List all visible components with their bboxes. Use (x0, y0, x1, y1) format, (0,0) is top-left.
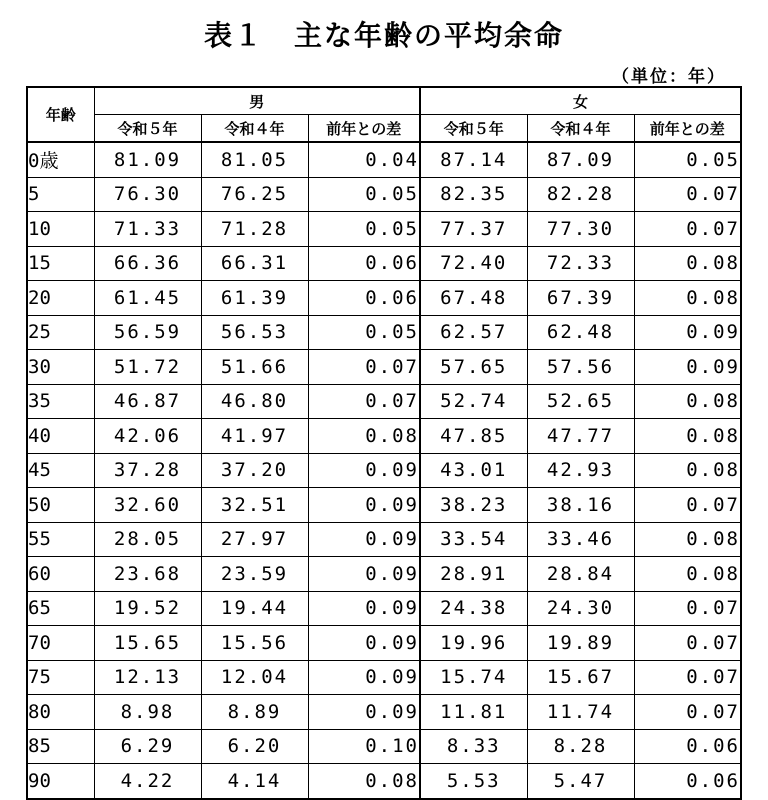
column-header: 前年との差 (634, 115, 741, 143)
value-cell: 19.44 (201, 591, 308, 626)
age-cell: 20 (27, 281, 94, 316)
value-cell: 52.65 (527, 384, 634, 419)
value-cell: 0.08 (634, 281, 741, 316)
table-row (27, 557, 741, 592)
value-cell: 0.09 (308, 591, 420, 626)
value-cell: 6.20 (201, 729, 308, 764)
value-cell: 72.40 (420, 246, 527, 281)
age-cell: 45 (27, 453, 94, 488)
value-cell: 56.53 (201, 315, 308, 350)
value-cell: 0.05 (308, 177, 420, 212)
value-cell: 82.35 (420, 177, 527, 212)
value-cell: 15.56 (201, 626, 308, 661)
value-cell: 0.09 (308, 626, 420, 661)
value-cell: 0.06 (634, 764, 741, 799)
value-cell: 47.85 (420, 419, 527, 454)
value-cell: 77.30 (527, 212, 634, 247)
value-cell: 61.39 (201, 281, 308, 316)
table-row (27, 453, 741, 488)
value-cell: 66.31 (201, 246, 308, 281)
value-cell: 32.60 (94, 488, 201, 523)
value-cell: 71.28 (201, 212, 308, 247)
value-cell: 0.07 (308, 384, 420, 419)
value-cell: 24.30 (527, 591, 634, 626)
value-cell: 0.07 (634, 177, 741, 212)
value-cell: 0.08 (634, 522, 741, 557)
value-cell: 0.06 (308, 281, 420, 316)
table-row (27, 142, 741, 177)
age-cell: 15 (27, 246, 94, 281)
life-expectancy-table (26, 86, 742, 800)
value-cell: 43.01 (420, 453, 527, 488)
table-row (27, 522, 741, 557)
value-cell: 33.46 (527, 522, 634, 557)
value-cell: 11.74 (527, 695, 634, 730)
value-cell: 23.59 (201, 557, 308, 592)
value-cell: 82.28 (527, 177, 634, 212)
value-cell: 0.07 (308, 350, 420, 385)
value-cell: 0.07 (634, 591, 741, 626)
age-cell: 75 (27, 660, 94, 695)
value-cell: 0.09 (308, 695, 420, 730)
value-cell: 57.56 (527, 350, 634, 385)
value-cell: 0.09 (634, 350, 741, 385)
value-cell: 24.38 (420, 591, 527, 626)
value-cell: 0.08 (634, 419, 741, 454)
value-cell: 27.97 (201, 522, 308, 557)
value-cell: 0.09 (308, 488, 420, 523)
value-cell: 0.09 (634, 315, 741, 350)
value-cell: 33.54 (420, 522, 527, 557)
value-cell: 87.09 (527, 142, 634, 177)
value-cell: 0.06 (634, 729, 741, 764)
column-header: 令和５年 (420, 115, 527, 143)
age-cell: 35 (27, 384, 94, 419)
value-cell: 0.09 (308, 660, 420, 695)
table-row (27, 384, 741, 419)
value-cell: 0.05 (308, 212, 420, 247)
page-title: 表１ 主な年齢の平均余命 (203, 19, 564, 52)
value-cell: 51.72 (94, 350, 201, 385)
value-cell: 5.53 (420, 764, 527, 799)
value-cell: 0.07 (634, 695, 741, 730)
value-cell: 38.23 (420, 488, 527, 523)
value-cell: 0.06 (308, 246, 420, 281)
value-cell: 62.48 (527, 315, 634, 350)
value-cell: 5.47 (527, 764, 634, 799)
value-cell: 0.08 (634, 246, 741, 281)
age-cell: 85 (27, 729, 94, 764)
male-group-header: 男 (94, 87, 420, 115)
table-row (27, 281, 741, 316)
value-cell: 6.29 (94, 729, 201, 764)
age-cell: 80 (27, 695, 94, 730)
value-cell: 46.80 (201, 384, 308, 419)
table-row (27, 246, 741, 281)
value-cell: 66.36 (94, 246, 201, 281)
table-row (27, 660, 741, 695)
value-cell: 38.16 (527, 488, 634, 523)
age-cell: 60 (27, 557, 94, 592)
value-cell: 0.05 (308, 315, 420, 350)
female-group-header: 女 (420, 87, 741, 115)
value-cell: 0.07 (634, 626, 741, 661)
value-cell: 87.14 (420, 142, 527, 177)
age-cell: 90 (27, 764, 94, 799)
age-cell: 25 (27, 315, 94, 350)
value-cell: 0.08 (308, 419, 420, 454)
value-cell: 19.89 (527, 626, 634, 661)
value-cell: 42.06 (94, 419, 201, 454)
value-cell: 0.08 (308, 764, 420, 799)
value-cell: 0.07 (634, 212, 741, 247)
value-cell: 15.65 (94, 626, 201, 661)
value-cell: 72.33 (527, 246, 634, 281)
value-cell: 46.87 (94, 384, 201, 419)
value-cell: 0.07 (634, 660, 741, 695)
value-cell: 0.09 (308, 453, 420, 488)
value-cell: 8.33 (420, 729, 527, 764)
unit-label: （単位：年） (612, 67, 726, 87)
column-header: 令和５年 (94, 115, 201, 143)
value-cell: 4.14 (201, 764, 308, 799)
value-cell: 0.09 (308, 522, 420, 557)
table-row (27, 350, 741, 385)
value-cell: 77.37 (420, 212, 527, 247)
value-cell: 76.30 (94, 177, 201, 212)
table-row (27, 177, 741, 212)
value-cell: 37.28 (94, 453, 201, 488)
value-cell: 67.48 (420, 281, 527, 316)
table-row (27, 488, 741, 523)
value-cell: 12.13 (94, 660, 201, 695)
age-cell: 0歳 (27, 142, 94, 177)
column-header: 前年との差 (308, 115, 420, 143)
table-body (27, 142, 741, 799)
table-row (27, 729, 741, 764)
age-cell: 55 (27, 522, 94, 557)
value-cell: 23.68 (94, 557, 201, 592)
value-cell: 41.97 (201, 419, 308, 454)
value-cell: 42.93 (527, 453, 634, 488)
value-cell: 28.84 (527, 557, 634, 592)
age-cell: 65 (27, 591, 94, 626)
age-column-header: 年齢 (27, 87, 94, 142)
value-cell: 52.74 (420, 384, 527, 419)
value-cell: 28.91 (420, 557, 527, 592)
value-cell: 0.05 (634, 142, 741, 177)
value-cell: 57.65 (420, 350, 527, 385)
value-cell: 37.20 (201, 453, 308, 488)
value-cell: 15.74 (420, 660, 527, 695)
value-cell: 19.96 (420, 626, 527, 661)
value-cell: 0.10 (308, 729, 420, 764)
age-cell: 30 (27, 350, 94, 385)
value-cell: 62.57 (420, 315, 527, 350)
column-header: 令和４年 (527, 115, 634, 143)
age-cell: 50 (27, 488, 94, 523)
value-cell: 32.51 (201, 488, 308, 523)
age-cell: 10 (27, 212, 94, 247)
age-cell: 70 (27, 626, 94, 661)
value-cell: 81.05 (201, 142, 308, 177)
value-cell: 0.07 (634, 488, 741, 523)
value-cell: 67.39 (527, 281, 634, 316)
value-cell: 4.22 (94, 764, 201, 799)
value-cell: 61.45 (94, 281, 201, 316)
value-cell: 47.77 (527, 419, 634, 454)
table-row (27, 764, 741, 799)
age-cell: 5 (27, 177, 94, 212)
value-cell: 56.59 (94, 315, 201, 350)
value-cell: 71.33 (94, 212, 201, 247)
value-cell: 28.05 (94, 522, 201, 557)
column-header: 令和４年 (201, 115, 308, 143)
value-cell: 11.81 (420, 695, 527, 730)
value-cell: 8.98 (94, 695, 201, 730)
value-cell: 0.09 (308, 557, 420, 592)
table-row (27, 591, 741, 626)
value-cell: 8.28 (527, 729, 634, 764)
value-cell: 0.08 (634, 557, 741, 592)
table-row (27, 695, 741, 730)
table-row (27, 315, 741, 350)
value-cell: 15.67 (527, 660, 634, 695)
value-cell: 0.08 (634, 453, 741, 488)
table-row (27, 419, 741, 454)
value-cell: 0.08 (634, 384, 741, 419)
value-cell: 19.52 (94, 591, 201, 626)
value-cell: 8.89 (201, 695, 308, 730)
value-cell: 12.04 (201, 660, 308, 695)
value-cell: 81.09 (94, 142, 201, 177)
age-cell: 40 (27, 419, 94, 454)
table-row (27, 626, 741, 661)
table-row (27, 212, 741, 247)
value-cell: 0.04 (308, 142, 420, 177)
value-cell: 51.66 (201, 350, 308, 385)
value-cell: 76.25 (201, 177, 308, 212)
